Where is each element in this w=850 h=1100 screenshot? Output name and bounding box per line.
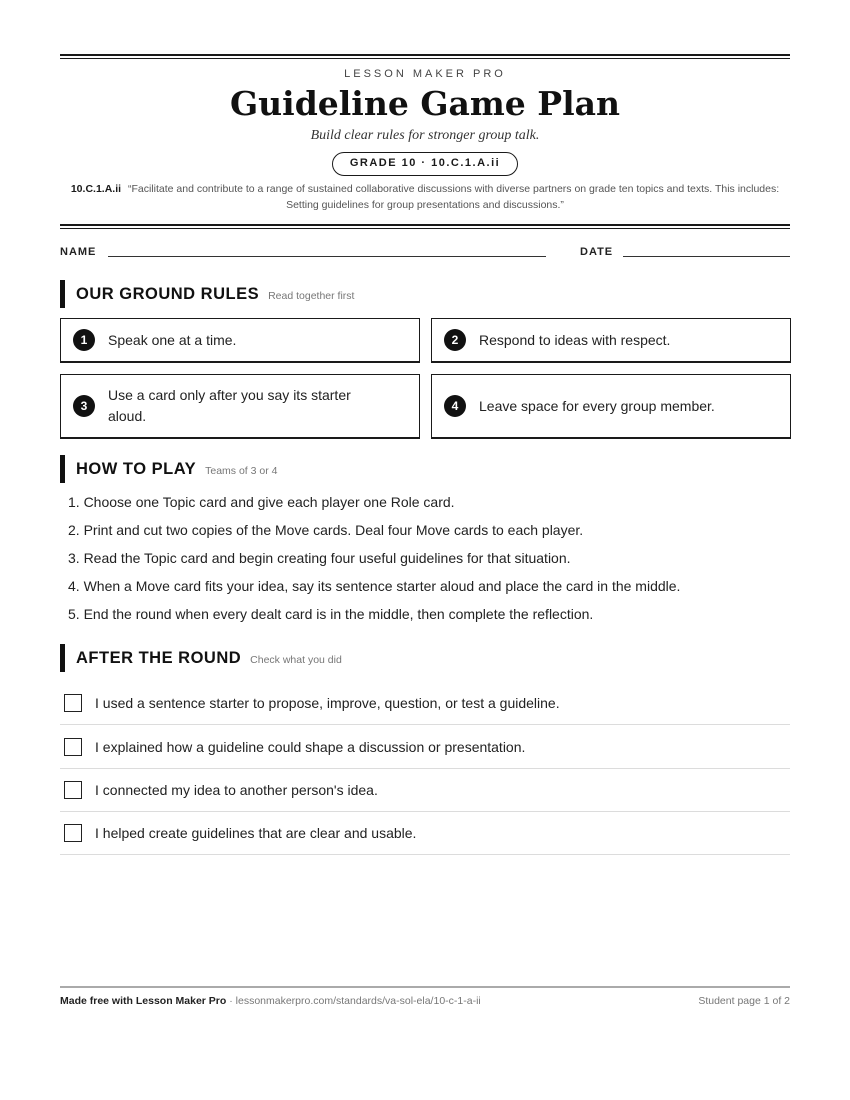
reflection-checkbox[interactable] <box>64 738 82 756</box>
after-round-header <box>60 644 342 672</box>
rule-card <box>431 374 791 439</box>
how-to-play-header <box>60 455 277 483</box>
reflection-text: I explained how a guideline could shape a discussion or presentation. <box>95 738 526 755</box>
play-step: 2. Print and cut two copies of the Move cards. Deal four Move cards to each player. <box>68 522 584 538</box>
play-step: 3. Read the Topic card and begin creating four useful guidelines for that situation. <box>68 550 571 566</box>
footer-rule <box>60 986 790 988</box>
play-steps-list <box>68 488 680 628</box>
rule-text: Leave space for every group member. <box>479 397 715 414</box>
header-bottom-rule <box>60 224 790 229</box>
standard-description <box>60 181 790 213</box>
reflection-text: I connected my idea to another person's idea. <box>95 781 378 798</box>
worksheet-page <box>60 0 790 1100</box>
section-note: Read together first <box>268 289 355 302</box>
reflection-checkbox[interactable] <box>64 694 82 712</box>
reflection-item <box>60 725 790 769</box>
reflection-text: I used a sentence starter to propose, improve, question, or test a guideline. <box>95 694 560 711</box>
play-step: 1. Choose one Topic card and give each player one Role card. <box>68 494 455 510</box>
reflection-checkbox[interactable] <box>64 824 82 842</box>
section-title: AFTER THE ROUND <box>76 648 242 667</box>
rule-number-badge: 4 <box>444 395 466 417</box>
page-title: Guideline Game Plan <box>229 84 621 123</box>
reflection-checkbox[interactable] <box>64 781 82 799</box>
rule-card <box>60 374 420 439</box>
reflection-text: I helped create guidelines that are clear and usable. <box>95 824 417 841</box>
name-field[interactable] <box>108 256 546 257</box>
page-subtitle: Build clear rules for stronger group talk. <box>310 128 540 143</box>
section-note: Teams of 3 or 4 <box>205 464 278 477</box>
reflection-item <box>60 681 790 725</box>
rule-card <box>431 318 791 363</box>
play-step: 5. End the round when every dealt card is in the middle, then complete the reflection. <box>68 606 594 622</box>
rule-number-badge: 2 <box>444 329 466 351</box>
rule-number-badge: 1 <box>73 329 95 351</box>
play-step: 4. When a Move card fits your idea, say its sentence starter aloud and place the card in the middle. <box>68 578 681 594</box>
rule-text: Respond to ideas with respect. <box>479 331 671 348</box>
date-label: DATE <box>580 246 614 258</box>
footer-credit <box>60 995 481 1007</box>
section-note: Check what you did <box>250 653 342 666</box>
footer-url: · lessonmakerpro.com/standards/va-sol-ela/10-c-1-a-ii <box>226 995 481 1007</box>
rule-card <box>60 318 420 363</box>
grade-badge: GRADE 10 · 10.C.1.A.ii <box>332 152 518 176</box>
date-field[interactable] <box>623 256 790 257</box>
rule-number-badge: 3 <box>73 395 95 417</box>
standard-text: “Facilitate and contribute to a range of sustained collaborative discussions with diverse partners on grade ten topics and texts. This includes: Setting guidelines for group presentations and discussions.” <box>127 183 780 211</box>
section-title: HOW TO PLAY <box>76 459 197 478</box>
name-label: NAME <box>60 246 97 258</box>
ground-rules-header <box>60 280 354 308</box>
page-number: Student page 1 of 2 <box>698 995 790 1007</box>
footer-made-with: Made free with Lesson Maker Pro <box>60 995 227 1007</box>
section-title: OUR GROUND RULES <box>76 284 260 303</box>
rule-text: Speak one at a time. <box>108 331 237 348</box>
rule-text: Use a card only after you say its starter aloud. <box>108 387 351 424</box>
brand-name: LESSON MAKER PRO <box>344 68 506 80</box>
reflection-item <box>60 811 790 855</box>
standard-code: 10.C.1.A.ii <box>70 183 122 195</box>
header-top-rule <box>60 54 790 59</box>
reflection-item <box>60 768 790 812</box>
